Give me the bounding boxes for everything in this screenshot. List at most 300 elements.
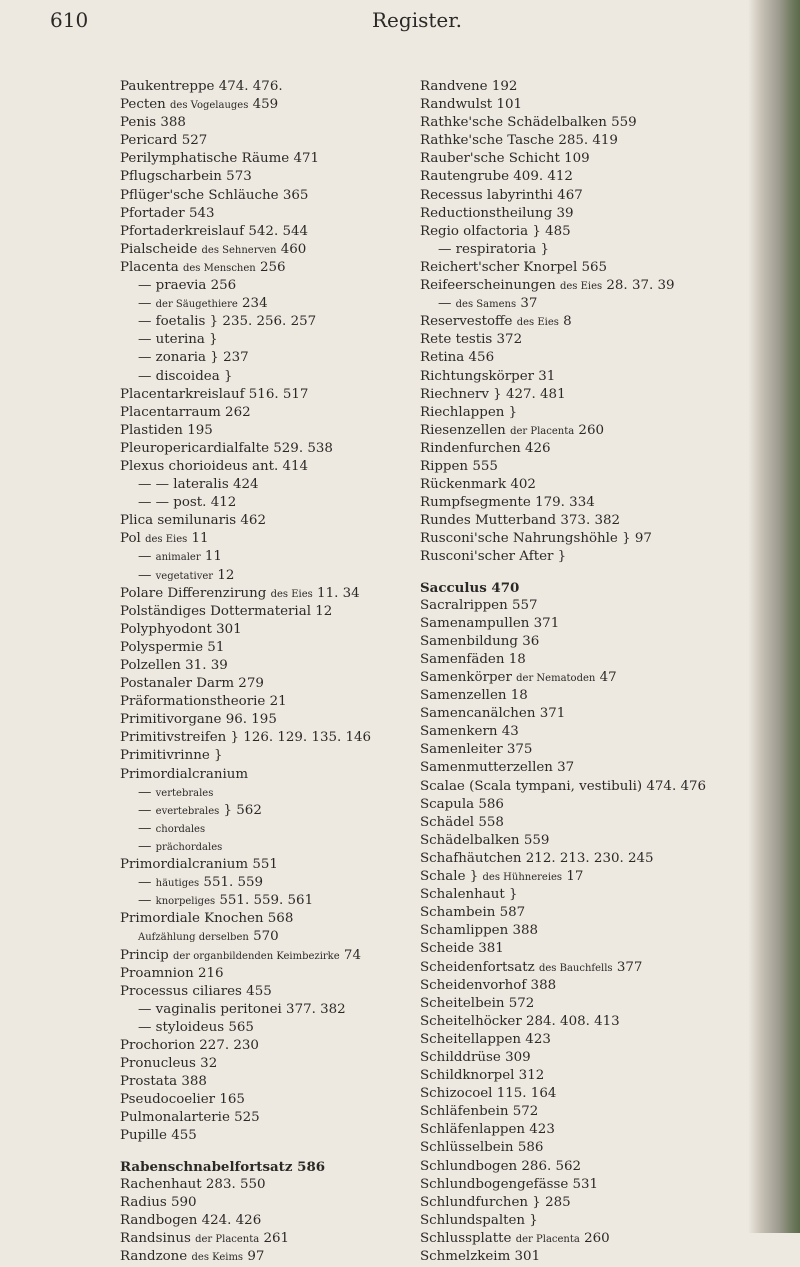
entry-pages: 11 <box>187 531 209 547</box>
index-entry <box>120 476 470 494</box>
entry-text: Randbogen 424. 426 <box>120 1212 262 1228</box>
index-entry <box>420 615 770 633</box>
index-entry <box>120 223 470 241</box>
index-entry <box>120 892 470 910</box>
entry-text: Placentarkreislauf 516. 517 <box>120 386 309 402</box>
entry-text: Pfortader 543 <box>120 205 215 221</box>
page-header <box>50 8 750 38</box>
index-entry <box>420 995 770 1013</box>
index-entry <box>420 778 770 796</box>
entry-text: Polständiges Dottermaterial 12 <box>120 603 333 619</box>
entry-text: Polyspermie 51 <box>120 639 225 655</box>
entry-text: Sacralrippen 557 <box>420 597 538 613</box>
entry-text: Placenta <box>120 259 183 275</box>
index-entry <box>420 1248 770 1266</box>
entry-text: Schilddrüse 309 <box>420 1049 531 1065</box>
entry-text: Pol <box>120 531 146 547</box>
index-entry <box>420 940 770 958</box>
index-entry <box>420 331 770 349</box>
entry-text: Pulmonalarterie 525 <box>120 1110 260 1126</box>
index-entry <box>420 548 770 566</box>
entry-qualifier: chordales <box>155 823 206 835</box>
entry-text: Schildknorpel 312 <box>420 1068 545 1084</box>
entry-text: Randvene 192 <box>420 79 518 94</box>
index-entry <box>120 150 470 168</box>
entry-text: Pleuropericardialfalte 529. 538 <box>120 440 333 456</box>
index-column-left <box>120 78 470 1266</box>
entry-pages: 377 <box>612 959 643 975</box>
entry-text: Processus ciliares 455 <box>120 983 272 999</box>
index-entry <box>120 512 470 530</box>
index-entry <box>120 259 470 277</box>
entry-text: — zonaria } 237 <box>138 350 249 366</box>
entry-pages: 551. 559. 561 <box>215 893 314 909</box>
index-entry <box>420 205 770 223</box>
index-column-right <box>420 78 770 1266</box>
index-entry <box>420 168 770 186</box>
entry-qualifier: des Eies <box>516 317 559 329</box>
index-entry <box>420 313 770 331</box>
index-entry <box>420 597 770 615</box>
entry-text: Scapula 586 <box>420 796 504 812</box>
index-entry <box>420 132 770 150</box>
entry-qualifier: der Nematoden <box>516 673 596 684</box>
entry-text: Primordialcranium 551 <box>120 857 278 873</box>
index-entry <box>420 187 770 205</box>
entry-text: Schmelzkeim 301 <box>420 1249 541 1264</box>
index-entry <box>120 784 470 802</box>
page-number: 610 <box>50 8 89 32</box>
index-entry <box>120 965 470 983</box>
index-entry <box>120 168 470 186</box>
index-entry <box>120 277 470 295</box>
entry-pages: 551. 559 <box>199 875 264 891</box>
entry-pages: } 562 <box>219 802 262 818</box>
index-entry <box>420 1031 770 1049</box>
index-entry <box>420 530 770 548</box>
index-entry <box>420 150 770 168</box>
entry-text: — respiratoria } <box>438 241 549 257</box>
entry-text: Sacculus 470 <box>420 579 520 596</box>
entry-text: Penis 388 <box>120 115 186 131</box>
index-entry <box>120 657 470 675</box>
entry-pages: 460 <box>276 241 307 257</box>
index-entry <box>120 621 470 639</box>
entry-text: Schalenhaut } <box>420 887 518 903</box>
index-entry <box>120 187 470 205</box>
index-entry <box>120 910 470 928</box>
index-entry <box>420 368 770 386</box>
entry-text: Samenfäden 18 <box>420 651 526 667</box>
index-entry <box>120 241 470 259</box>
index-entry <box>120 675 470 693</box>
entry-text: Riechnerv } 427. 481 <box>420 386 566 402</box>
entry-qualifier: des Vogelauges <box>170 100 249 112</box>
entry-text: Pflugscharbein 573 <box>120 169 252 185</box>
index-entry <box>120 1019 470 1037</box>
entry-qualifier: des Hühnereies <box>482 872 563 884</box>
entry-text: — praevia 256 <box>138 278 237 294</box>
entry-text: — <box>438 296 456 312</box>
entry-text: Radius 590 <box>120 1194 197 1210</box>
entry-text: — <box>138 784 156 800</box>
entry-pages: 37 <box>516 296 538 312</box>
entry-text: Primordiale Knochen 568 <box>120 911 294 927</box>
entry-pages: 8 <box>558 314 572 330</box>
entry-pages: 47 <box>595 670 617 685</box>
index-entry <box>420 114 770 132</box>
index-entry <box>420 1158 770 1176</box>
index-entry <box>420 1085 770 1103</box>
index-entry <box>120 603 470 621</box>
entry-text: Präformationstheorie 21 <box>120 694 287 710</box>
entry-text: Rautengrube 409. 412 <box>420 169 573 185</box>
entry-text: Primitivrinne } <box>120 748 223 764</box>
index-entry <box>420 422 770 440</box>
entry-text: Schamlippen 388 <box>420 923 539 939</box>
entry-text: Scheitellappen 423 <box>420 1031 551 1047</box>
index-entry <box>420 741 770 759</box>
index-entry <box>120 440 470 458</box>
entry-text: Schädelbalken 559 <box>420 832 550 848</box>
index-entry <box>120 874 470 892</box>
index-entry <box>420 512 770 530</box>
index-entry <box>420 669 770 687</box>
entry-text: Samenleiter 375 <box>420 742 533 758</box>
index-entry <box>420 633 770 651</box>
index-entry <box>120 78 470 96</box>
entry-text: Riechlappen } <box>420 404 518 420</box>
entry-text: Reservestoffe <box>420 314 517 330</box>
index-entry <box>120 1055 470 1073</box>
index-entry <box>120 802 470 820</box>
index-entry <box>120 295 470 313</box>
index-entry <box>120 693 470 711</box>
entry-text: — <box>138 838 156 854</box>
entry-text: Samenampullen 371 <box>420 615 560 631</box>
entry-text: Rachenhaut 283. 550 <box>120 1176 266 1192</box>
entry-text: Retina 456 <box>420 350 495 366</box>
entry-text: Pupille 455 <box>120 1128 197 1144</box>
entry-text: Schale } <box>420 869 483 885</box>
entry-text: Polzellen 31. 39 <box>120 658 228 673</box>
index-entry <box>120 1158 470 1176</box>
entry-qualifier: des Menschen <box>182 262 256 274</box>
entry-text: Pflüger'sche Schläuche 365 <box>120 187 309 203</box>
entry-text: Schlundfurchen } 285 <box>420 1194 571 1210</box>
entry-text: Pialscheide <box>120 241 202 257</box>
entry-qualifier: der organbildenden Keimbezirke <box>172 950 340 962</box>
index-entry <box>420 1194 770 1212</box>
entry-qualifier: der Placenta <box>515 1233 580 1245</box>
index-entry <box>420 705 770 723</box>
index-entry <box>120 1127 470 1145</box>
entry-text: Randsinus <box>120 1230 196 1246</box>
entry-text: — <box>138 893 156 909</box>
entry-text: Scheitelbein 572 <box>420 995 535 1011</box>
index-entry <box>120 1109 470 1127</box>
index-entry <box>120 856 470 874</box>
entry-text: Scalae (Scala tympani, vestibuli) 474. 476 <box>420 778 707 794</box>
index-entry <box>420 1139 770 1157</box>
index-entry <box>420 886 770 904</box>
entry-text: Rindenfurchen 426 <box>420 440 551 456</box>
entry-text: Schlussplatte <box>420 1230 516 1246</box>
index-entry <box>120 386 470 404</box>
index-entry <box>420 241 770 259</box>
index-entry <box>120 530 470 548</box>
entry-text: Rusconi'sche Nahrungshöhle } 97 <box>420 531 652 547</box>
entry-text: — — lateralis 424 <box>138 477 259 493</box>
entry-text: — uterina } <box>138 332 218 348</box>
entry-text: Samenmutterzellen 37 <box>420 760 575 776</box>
index-entry <box>420 651 770 669</box>
entry-qualifier: des Bauchfells <box>538 962 613 974</box>
entry-text: Pseudocoelier 165 <box>120 1092 245 1108</box>
entry-text: — <box>138 820 156 836</box>
index-entry <box>120 132 470 150</box>
entry-qualifier: animaler <box>155 552 201 564</box>
entry-pages: 261 <box>259 1230 290 1246</box>
entry-text: Rundes Mutterband 373. 382 <box>420 513 621 529</box>
entry-qualifier: der Placenta <box>195 1233 260 1245</box>
index-entry <box>120 331 470 349</box>
entry-text: Scheide 381 <box>420 941 504 957</box>
index-entry <box>120 639 470 657</box>
index-entry <box>120 947 470 965</box>
index-entry <box>120 1001 470 1019</box>
index-entry <box>420 295 770 313</box>
entry-text: — <box>138 875 156 891</box>
entry-qualifier: vertebrales <box>155 787 214 799</box>
entry-qualifier: vegetativer <box>155 570 214 582</box>
entry-text: Prochorion 227. 230 <box>120 1037 259 1053</box>
entry-text: Rückenmark 402 <box>420 477 536 493</box>
entry-text: — <box>138 567 156 583</box>
entry-text: Schlundbogengefässe 531 <box>420 1176 599 1192</box>
index-entry <box>420 259 770 277</box>
section-gap <box>120 1146 470 1158</box>
index-entry <box>420 1176 770 1194</box>
entry-text: Richtungskörper 31 <box>420 368 556 384</box>
entry-text: Regio olfactoria } 485 <box>420 223 571 239</box>
index-entry <box>120 349 470 367</box>
entry-text: Rathke'sche Schädelbalken 559 <box>420 115 637 131</box>
entry-qualifier: häutiges <box>155 878 200 890</box>
entry-pages: 12 <box>213 567 235 583</box>
index-entry <box>420 904 770 922</box>
index-entry <box>420 458 770 476</box>
index-entry <box>420 579 770 597</box>
entry-qualifier: der Säugethiere <box>155 299 238 311</box>
entry-text: Rabenschnabelfortsatz 586 <box>120 1158 326 1175</box>
index-entry <box>420 96 770 114</box>
index-entry <box>420 223 770 241</box>
entry-qualifier: Aufzählung derselben <box>138 932 249 944</box>
entry-text: Polyphyodont 301 <box>120 621 242 637</box>
index-entry <box>120 567 470 585</box>
entry-text: — discoidea } <box>138 368 233 384</box>
index-entry <box>420 977 770 995</box>
entry-text: Rauber'sche Schicht 109 <box>420 151 590 167</box>
entry-text: Schlundbogen 286. 562 <box>420 1158 582 1174</box>
entry-pages: 11 <box>200 549 222 565</box>
entry-text: Samenbildung 36 <box>420 633 540 649</box>
index-entry <box>120 458 470 476</box>
entry-pages: 570 <box>248 929 279 945</box>
entry-text: Reichert'scher Knorpel 565 <box>420 259 608 275</box>
section-gap <box>420 567 770 579</box>
index-entry <box>120 368 470 386</box>
index-entry <box>120 494 470 512</box>
index-entry <box>120 838 470 856</box>
entry-text: Randzone <box>120 1249 192 1264</box>
entry-text: Polare Differenzirung <box>120 585 271 601</box>
entry-text: Primitivstreifen } 126. 129. 135. 146 <box>120 730 372 746</box>
entry-text: Princip <box>120 947 173 963</box>
index-entry <box>120 1248 470 1266</box>
index-entry <box>420 1121 770 1139</box>
index-entry <box>120 114 470 132</box>
index-entry <box>420 277 770 295</box>
index-entry <box>420 868 770 886</box>
entry-pages: 28. 37. 39 <box>602 278 675 294</box>
entry-text: Postanaler Darm 279 <box>120 676 264 692</box>
index-entry <box>120 404 470 422</box>
entry-text: Rathke'sche Tasche 285. 419 <box>420 133 618 149</box>
entry-text: Placentarraum 262 <box>120 404 251 420</box>
entry-pages: 459 <box>248 97 279 113</box>
entry-text: Plexus chorioideus ant. 414 <box>120 458 309 474</box>
entry-text: Schläfenlappen 423 <box>420 1122 555 1138</box>
entry-text: Primitivorgane 96. 195 <box>120 712 277 728</box>
entry-qualifier: des Keims <box>191 1252 244 1263</box>
entry-text: Pfortaderkreislauf 542. 544 <box>120 223 309 239</box>
entry-pages: 74 <box>339 947 361 963</box>
entry-qualifier: evertebrales <box>155 805 220 817</box>
index-entry <box>120 585 470 603</box>
index-entry <box>120 313 470 331</box>
index-entry <box>420 959 770 977</box>
index-entry <box>120 766 470 784</box>
index-entry <box>120 1176 470 1194</box>
entry-qualifier: des Samens <box>455 299 517 311</box>
entry-pages: 260 <box>574 422 604 438</box>
entry-pages: 11. 34 <box>312 585 360 601</box>
entry-qualifier: des Eies <box>270 588 313 600</box>
entry-qualifier: des Sehnerven <box>201 244 277 256</box>
entry-text: Recessus labyrinthi 467 <box>420 187 583 203</box>
index-entry <box>120 729 470 747</box>
entry-text: Schambein 587 <box>420 905 526 921</box>
index-entry <box>120 422 470 440</box>
entry-qualifier: prächordales <box>155 841 223 853</box>
entry-qualifier: des Eies <box>559 281 603 293</box>
entry-text: Perilymphatische Räume 471 <box>120 151 320 167</box>
entry-text: — foetalis } 235. 256. 257 <box>138 314 317 330</box>
index-entry <box>420 687 770 705</box>
entry-text: Plica semilunaris 462 <box>120 513 266 529</box>
index-entry <box>120 548 470 566</box>
running-title: Register. <box>372 8 462 32</box>
entry-text: Schizocoel 115. 164 <box>420 1086 557 1102</box>
entry-text: Samencanälchen 371 <box>420 706 566 722</box>
entry-text: Rippen 555 <box>420 458 498 474</box>
index-entry <box>120 747 470 765</box>
entry-text: Scheidenfortsatz <box>420 959 539 975</box>
entry-qualifier: der Placenta <box>510 425 575 437</box>
entry-text: Pronucleus 32 <box>120 1056 218 1072</box>
index-entry <box>420 1103 770 1121</box>
index-entry <box>420 850 770 868</box>
entry-text: Schlundspalten } <box>420 1212 538 1228</box>
entry-text: Samenkern 43 <box>420 724 519 740</box>
entry-text: Riesenzellen <box>420 422 511 438</box>
index-entry <box>120 1091 470 1109</box>
entry-text: Schläfenbein 572 <box>420 1104 539 1120</box>
entry-text: Scheitelhöcker 284. 408. 413 <box>420 1013 620 1029</box>
entry-text: — <box>138 296 156 312</box>
entry-text: Reifeerscheinungen <box>420 278 560 294</box>
index-entry <box>420 922 770 940</box>
entry-qualifier: knorpeliges <box>155 896 216 908</box>
entry-pages: 17 <box>562 869 584 885</box>
entry-text: — vaginalis peritonei 377. 382 <box>138 1001 346 1017</box>
index-entry <box>120 711 470 729</box>
entry-text: Plastiden 195 <box>120 422 213 438</box>
index-entry <box>120 820 470 838</box>
index-entry <box>120 1194 470 1212</box>
index-entry <box>420 78 770 96</box>
index-entry <box>120 96 470 114</box>
entry-text: — <box>138 802 156 818</box>
entry-text: Randwulst 101 <box>420 97 523 113</box>
entry-text: Pericard 527 <box>120 133 208 149</box>
entry-text: Proamnion 216 <box>120 965 224 981</box>
index-entry <box>420 796 770 814</box>
entry-pages: 234 <box>237 296 268 312</box>
index-entry <box>120 1037 470 1055</box>
entry-qualifier: des Eies <box>145 534 188 546</box>
entry-pages: 256 <box>255 259 286 275</box>
index-entry <box>120 1073 470 1091</box>
index-entry <box>420 1049 770 1067</box>
entry-text: Rumpfsegmente 179. 334 <box>420 495 595 511</box>
index-entry <box>420 1212 770 1230</box>
index-entry <box>420 1067 770 1085</box>
entry-text: Pecten <box>120 97 171 113</box>
entry-text: Rusconi'scher After } <box>420 549 567 565</box>
entry-pages: 260 <box>579 1230 610 1246</box>
page-edge-shadow <box>748 0 800 1233</box>
index-entry <box>120 928 470 946</box>
entry-text: — <box>138 549 156 565</box>
entry-text: Rete testis 372 <box>420 332 523 348</box>
index-entry <box>420 404 770 422</box>
entry-text: Prostata 388 <box>120 1074 207 1090</box>
entry-text: Samenkörper <box>420 670 517 685</box>
entry-text: Scheidenvorhof 388 <box>420 977 557 993</box>
index-entry <box>420 723 770 741</box>
entry-text: Primordialcranium <box>120 766 249 782</box>
index-entry <box>420 440 770 458</box>
index-entry <box>120 1212 470 1230</box>
entry-text: Schädel 558 <box>420 814 504 830</box>
index-entry <box>420 349 770 367</box>
entry-text: Schlüsselbein 586 <box>420 1140 544 1156</box>
index-entry <box>420 494 770 512</box>
index-entry <box>420 814 770 832</box>
